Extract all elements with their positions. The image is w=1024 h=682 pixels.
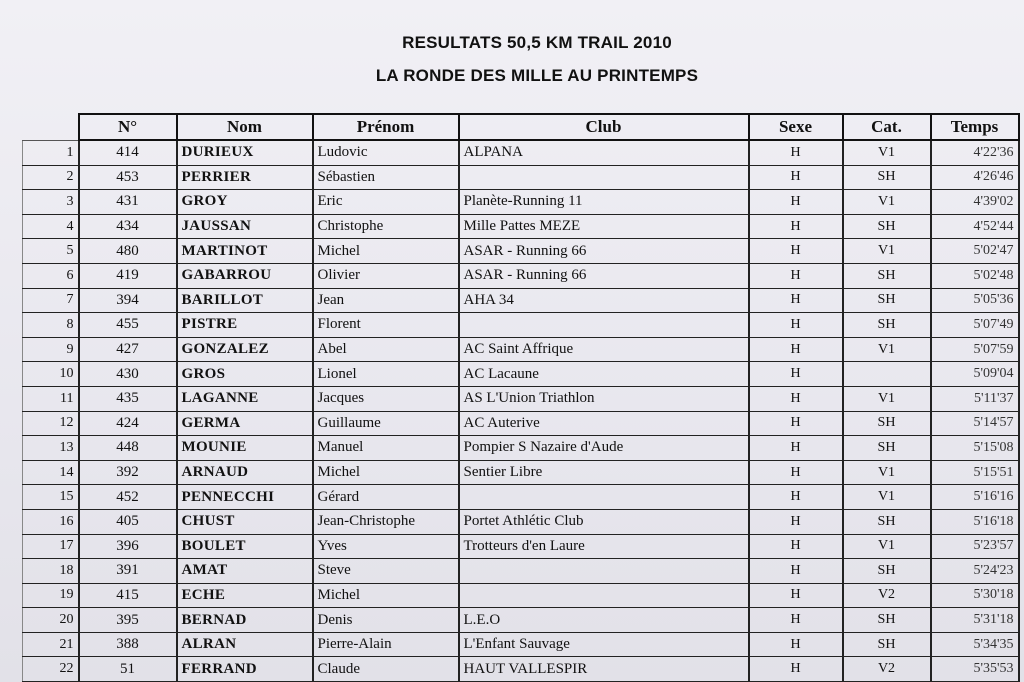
- category-cell: SH: [843, 559, 931, 584]
- first-name-cell: Claude: [313, 657, 459, 682]
- time-cell: 5'23'57: [931, 534, 1019, 559]
- table-row: [23, 534, 1019, 559]
- last-name-cell: GROS: [177, 362, 313, 387]
- rank-cell: 15: [23, 485, 79, 510]
- column-header-prenom: Prénom: [313, 114, 459, 140]
- club-cell: L.E.O: [459, 608, 749, 633]
- rank-cell: 22: [23, 657, 79, 682]
- time-cell: 5'30'18: [931, 583, 1019, 608]
- last-name-cell: PENNECCHI: [177, 485, 313, 510]
- last-name-cell: PERRIER: [177, 165, 313, 190]
- table-row: [23, 485, 1019, 510]
- rank-cell: 5: [23, 239, 79, 264]
- time-cell: 5'07'59: [931, 337, 1019, 362]
- rank-column-header: [23, 114, 79, 140]
- club-cell: ASAR - Running 66: [459, 263, 749, 288]
- bib-number-cell: 392: [79, 460, 177, 485]
- first-name-cell: Jean: [313, 288, 459, 313]
- sex-cell: H: [749, 632, 843, 657]
- time-cell: 4'26'46: [931, 165, 1019, 190]
- bib-number-cell: 427: [79, 337, 177, 362]
- club-cell: AC Auterive: [459, 411, 749, 436]
- column-header-num: N°: [79, 114, 177, 140]
- first-name-cell: Manuel: [313, 436, 459, 461]
- club-cell: [459, 485, 749, 510]
- category-cell: SH: [843, 411, 931, 436]
- first-name-cell: Christophe: [313, 214, 459, 239]
- table-row: [23, 632, 1019, 657]
- last-name-cell: ALRAN: [177, 632, 313, 657]
- category-cell: V1: [843, 386, 931, 411]
- club-cell: L'Enfant Sauvage: [459, 632, 749, 657]
- table-row: [23, 190, 1019, 215]
- first-name-cell: Denis: [313, 608, 459, 633]
- time-cell: 5'15'51: [931, 460, 1019, 485]
- club-cell: Pompier S Nazaire d'Aude: [459, 436, 749, 461]
- time-cell: 5'34'35: [931, 632, 1019, 657]
- table-row: [23, 239, 1019, 264]
- bib-number-cell: 430: [79, 362, 177, 387]
- rank-cell: 20: [23, 608, 79, 633]
- first-name-cell: Michel: [313, 460, 459, 485]
- time-cell: 5'07'49: [931, 313, 1019, 338]
- last-name-cell: ECHE: [177, 583, 313, 608]
- club-cell: Portet Athlétic Club: [459, 509, 749, 534]
- rank-cell: 19: [23, 583, 79, 608]
- category-cell: SH: [843, 214, 931, 239]
- sex-cell: H: [749, 337, 843, 362]
- category-cell: V1: [843, 190, 931, 215]
- last-name-cell: GONZALEZ: [177, 337, 313, 362]
- sex-cell: H: [749, 362, 843, 387]
- first-name-cell: Guillaume: [313, 411, 459, 436]
- time-cell: 5'16'16: [931, 485, 1019, 510]
- document-subtitle: LA RONDE DES MILLE AU PRINTEMPS: [375, 66, 699, 85]
- bib-number-cell: 434: [79, 214, 177, 239]
- time-cell: 4'39'02: [931, 190, 1019, 215]
- time-cell: 5'35'53: [931, 657, 1019, 682]
- last-name-cell: BARILLOT: [177, 288, 313, 313]
- sex-cell: H: [749, 214, 843, 239]
- results-body: [23, 140, 1019, 682]
- last-name-cell: PISTRE: [177, 313, 313, 338]
- bib-number-cell: 455: [79, 313, 177, 338]
- bib-number-cell: 395: [79, 608, 177, 633]
- table-row: [23, 337, 1019, 362]
- table-row: [23, 583, 1019, 608]
- first-name-cell: Lionel: [313, 362, 459, 387]
- bib-number-cell: 396: [79, 534, 177, 559]
- bib-number-cell: 394: [79, 288, 177, 313]
- category-cell: V1: [843, 485, 931, 510]
- table-row: [23, 288, 1019, 313]
- bib-number-cell: 431: [79, 190, 177, 215]
- rank-cell: 16: [23, 509, 79, 534]
- club-cell: HAUT VALLESPIR: [459, 657, 749, 682]
- last-name-cell: LAGANNE: [177, 386, 313, 411]
- sex-cell: H: [749, 140, 843, 165]
- time-cell: 4'52'44: [931, 214, 1019, 239]
- rank-cell: 13: [23, 436, 79, 461]
- last-name-cell: AMAT: [177, 559, 313, 584]
- sex-cell: H: [749, 436, 843, 461]
- table-row: [23, 386, 1019, 411]
- time-cell: 5'15'08: [931, 436, 1019, 461]
- time-cell: 5'02'47: [931, 239, 1019, 264]
- sex-cell: H: [749, 165, 843, 190]
- category-cell: V1: [843, 140, 931, 165]
- sex-cell: H: [749, 608, 843, 633]
- bib-number-cell: 452: [79, 485, 177, 510]
- first-name-cell: Jean-Christophe: [313, 509, 459, 534]
- sex-cell: H: [749, 263, 843, 288]
- category-cell: SH: [843, 263, 931, 288]
- rank-cell: 1: [23, 140, 79, 165]
- sex-cell: H: [749, 559, 843, 584]
- category-cell: SH: [843, 608, 931, 633]
- category-cell: SH: [843, 436, 931, 461]
- bib-number-cell: 388: [79, 632, 177, 657]
- bib-number-cell: 448: [79, 436, 177, 461]
- rank-cell: 9: [23, 337, 79, 362]
- category-cell: SH: [843, 165, 931, 190]
- table-row: [23, 140, 1019, 165]
- sex-cell: H: [749, 313, 843, 338]
- last-name-cell: MOUNIE: [177, 436, 313, 461]
- table-row: [23, 608, 1019, 633]
- rank-cell: 12: [23, 411, 79, 436]
- category-cell: V1: [843, 460, 931, 485]
- last-name-cell: DURIEUX: [177, 140, 313, 165]
- rank-cell: 2: [23, 165, 79, 190]
- club-cell: ASAR - Running 66: [459, 239, 749, 264]
- club-cell: ALPANA: [459, 140, 749, 165]
- first-name-cell: Jacques: [313, 386, 459, 411]
- column-header-nom: Nom: [177, 114, 313, 140]
- last-name-cell: FERRAND: [177, 657, 313, 682]
- time-cell: 5'31'18: [931, 608, 1019, 633]
- time-cell: 5'24'23: [931, 559, 1019, 584]
- time-cell: 5'16'18: [931, 509, 1019, 534]
- rank-cell: 4: [23, 214, 79, 239]
- category-cell: V2: [843, 583, 931, 608]
- sex-cell: H: [749, 386, 843, 411]
- sex-cell: H: [749, 411, 843, 436]
- club-cell: Mille Pattes MEZE: [459, 214, 749, 239]
- bib-number-cell: 480: [79, 239, 177, 264]
- sex-cell: H: [749, 239, 843, 264]
- rank-cell: 8: [23, 313, 79, 338]
- bib-number-cell: 415: [79, 583, 177, 608]
- table-row: [23, 411, 1019, 436]
- category-cell: SH: [843, 509, 931, 534]
- first-name-cell: Yves: [313, 534, 459, 559]
- club-cell: [459, 559, 749, 584]
- time-cell: 5'02'48: [931, 263, 1019, 288]
- table-header-row: [23, 114, 1019, 140]
- club-cell: [459, 165, 749, 190]
- last-name-cell: GABARROU: [177, 263, 313, 288]
- time-cell: 4'22'36: [931, 140, 1019, 165]
- table-row: [23, 559, 1019, 584]
- time-cell: 5'09'04: [931, 362, 1019, 387]
- last-name-cell: GROY: [177, 190, 313, 215]
- sex-cell: H: [749, 288, 843, 313]
- sex-cell: H: [749, 190, 843, 215]
- rank-cell: 3: [23, 190, 79, 215]
- category-cell: V1: [843, 534, 931, 559]
- first-name-cell: Michel: [313, 239, 459, 264]
- bib-number-cell: 391: [79, 559, 177, 584]
- first-name-cell: Ludovic: [313, 140, 459, 165]
- time-cell: 5'11'37: [931, 386, 1019, 411]
- column-header-temps: Temps: [931, 114, 1019, 140]
- last-name-cell: JAUSSAN: [177, 214, 313, 239]
- time-cell: 5'14'57: [931, 411, 1019, 436]
- rank-cell: 21: [23, 632, 79, 657]
- sex-cell: H: [749, 460, 843, 485]
- category-cell: V1: [843, 337, 931, 362]
- club-cell: [459, 583, 749, 608]
- last-name-cell: BERNAD: [177, 608, 313, 633]
- column-header-club: Club: [459, 114, 749, 140]
- club-cell: [459, 313, 749, 338]
- first-name-cell: Michel: [313, 583, 459, 608]
- first-name-cell: Eric: [313, 190, 459, 215]
- document-title: RESULTATS 50,5 KM TRAIL 2010: [402, 33, 672, 52]
- first-name-cell: Pierre-Alain: [313, 632, 459, 657]
- sex-cell: H: [749, 509, 843, 534]
- club-cell: Planète-Running 11: [459, 190, 749, 215]
- sex-cell: H: [749, 657, 843, 682]
- rank-cell: 7: [23, 288, 79, 313]
- club-cell: Trotteurs d'en Laure: [459, 534, 749, 559]
- category-cell: SH: [843, 288, 931, 313]
- category-cell: V2: [843, 657, 931, 682]
- bib-number-cell: 453: [79, 165, 177, 190]
- bib-number-cell: 51: [79, 657, 177, 682]
- first-name-cell: Olivier: [313, 263, 459, 288]
- table-row: [23, 460, 1019, 485]
- column-header-sexe: Sexe: [749, 114, 843, 140]
- rank-cell: 14: [23, 460, 79, 485]
- bib-number-cell: 419: [79, 263, 177, 288]
- category-cell: V1: [843, 239, 931, 264]
- table-row: [23, 165, 1019, 190]
- club-cell: AC Saint Affrique: [459, 337, 749, 362]
- bib-number-cell: 414: [79, 140, 177, 165]
- sex-cell: H: [749, 485, 843, 510]
- last-name-cell: GERMA: [177, 411, 313, 436]
- column-header-cat: Cat.: [843, 114, 931, 140]
- time-cell: 5'05'36: [931, 288, 1019, 313]
- last-name-cell: CHUST: [177, 509, 313, 534]
- club-cell: Sentier Libre: [459, 460, 749, 485]
- last-name-cell: BOULET: [177, 534, 313, 559]
- bib-number-cell: 405: [79, 509, 177, 534]
- first-name-cell: Sébastien: [313, 165, 459, 190]
- table-row: [23, 362, 1019, 387]
- bib-number-cell: 435: [79, 386, 177, 411]
- rank-cell: 11: [23, 386, 79, 411]
- category-cell: [843, 362, 931, 387]
- table-row: [23, 214, 1019, 239]
- last-name-cell: MARTINOT: [177, 239, 313, 264]
- category-cell: SH: [843, 313, 931, 338]
- rank-cell: 18: [23, 559, 79, 584]
- first-name-cell: Florent: [313, 313, 459, 338]
- first-name-cell: Gérard: [313, 485, 459, 510]
- club-cell: AHA 34: [459, 288, 749, 313]
- category-cell: SH: [843, 632, 931, 657]
- rank-cell: 10: [23, 362, 79, 387]
- first-name-cell: Steve: [313, 559, 459, 584]
- results-table: [22, 113, 1020, 682]
- rank-cell: 6: [23, 263, 79, 288]
- first-name-cell: Abel: [313, 337, 459, 362]
- last-name-cell: ARNAUD: [177, 460, 313, 485]
- table-row: [23, 313, 1019, 338]
- table-row: [23, 657, 1019, 682]
- bib-number-cell: 424: [79, 411, 177, 436]
- sex-cell: H: [749, 583, 843, 608]
- rank-cell: 17: [23, 534, 79, 559]
- club-cell: AC Lacaune: [459, 362, 749, 387]
- sex-cell: H: [749, 534, 843, 559]
- table-row: [23, 436, 1019, 461]
- table-row: [23, 263, 1019, 288]
- table-row: [23, 509, 1019, 534]
- club-cell: AS L'Union Triathlon: [459, 386, 749, 411]
